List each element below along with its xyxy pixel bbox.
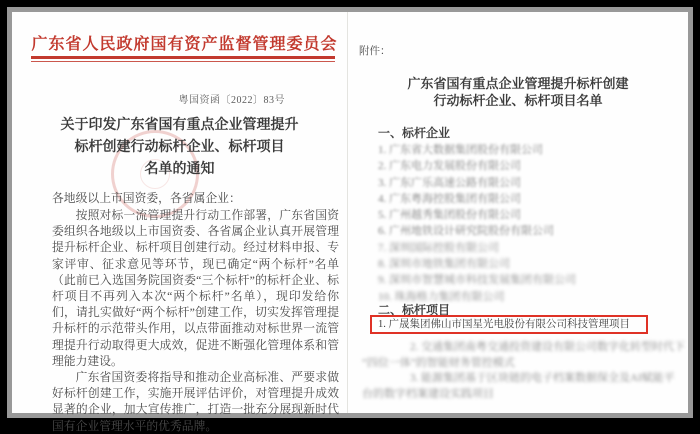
list-item: 4. 广东粤海控股集团有限公司	[378, 192, 521, 205]
salutation: 各地级以上市国资委，各省属企业：	[52, 191, 241, 205]
attachment-title-line1: 广东省国有重点企业管理提升标杆创建	[407, 76, 629, 91]
highlighted-project-box: 1. 广晟集团佛山市国星光电股份有限公司科技管理项目	[370, 315, 648, 334]
list-item: 3. 广东广乐高速公路有限公司	[378, 176, 521, 189]
list-item: 8. 深圳市地铁集团有限公司	[378, 258, 510, 271]
right-page-attachment	[347, 12, 688, 413]
notice-title	[12, 115, 347, 181]
project-item-wrap: “四位一体”的智能财务管控模式	[362, 357, 515, 369]
project-item: 3. 能源集团基于区块链的电子档案数据保全及AI赋能平	[410, 372, 675, 384]
enterprise-list	[378, 141, 576, 304]
red-rule-thick	[31, 56, 335, 59]
section-heading-projects: 二、标杆项目	[378, 303, 451, 317]
list-item: 5. 广州越秀集团股份有限公司	[378, 209, 521, 222]
notice-title-line3: 名单的通知	[144, 162, 215, 177]
notice-body	[52, 207, 339, 434]
red-rule	[31, 56, 335, 62]
notice-title-line2: 标杆创建行动标杆企业、标杆项目	[74, 140, 285, 155]
document-number: 粤国资函〔2022〕83号	[178, 95, 285, 106]
list-item: 10. 珠海格力集团有限公司	[378, 290, 505, 303]
body-paragraph-2: 广东省国资委将指导和推动企业高标准、严要求做好标杆创建工作，实施开展评估评价，对管理提升成效显著的企业，加大宣传推广，打造一批充分展现新时代国有企业管理水平的优秀品牌。	[52, 370, 339, 433]
list-item: 9. 深圳市智慧城市科技发展集团有限公司	[378, 274, 576, 287]
left-page-notice	[12, 12, 347, 433]
list-item: 7. 深圳国际控股有限公司	[378, 241, 499, 254]
section-heading-enterprises: 一、标杆企业	[378, 126, 451, 140]
project-item: 2. 交通集团南粤交通投资建设有限公司数字化转型时代下	[410, 341, 685, 353]
scanned-document-frame	[7, 7, 693, 433]
attachment-title	[348, 75, 688, 109]
list-item: 6. 广州地铁设计研究院股份有限公司	[378, 225, 554, 238]
red-rule-thin	[31, 61, 335, 62]
project-item-wrap: 台的数字档案建设实践项目	[362, 388, 494, 400]
body-paragraph-1: 按照对标一流管理提升行动工作部署，广东省国资委组织各地级以上市国资委、各省属企业认真开展管理提升标杆企业、标杆项目创建行动。经过材料申报、专家评审、征求意见等环节，现已确定“两个标杆”名单（此前已入选国务院国资委“三个标杆”的标杆企业、标杆项目不再列入本次“两个标杆”名单），现印发给你们，请扎实做好“两个标杆”创建工作，切实发挥管理提升标杆的示范带头作用，以点带面推动对标世界一流管理提升行动取得更大成效，促进不断强化管理体系和管理能力建设。	[52, 208, 339, 368]
agency-header: 广东省人民政府国有资产监督管理委员会	[31, 36, 338, 53]
list-item: 1. 广东省大数据集团股份有限公司	[378, 144, 543, 156]
attachment-title-line2: 行动标杆企业、标杆项目名单	[433, 93, 603, 108]
list-item: 2. 广东电力发展股份有限公司	[378, 160, 521, 173]
notice-title-line1: 关于印发广东省国有重点企业管理提升	[60, 118, 299, 133]
attachment-label: 附件：	[359, 46, 391, 57]
